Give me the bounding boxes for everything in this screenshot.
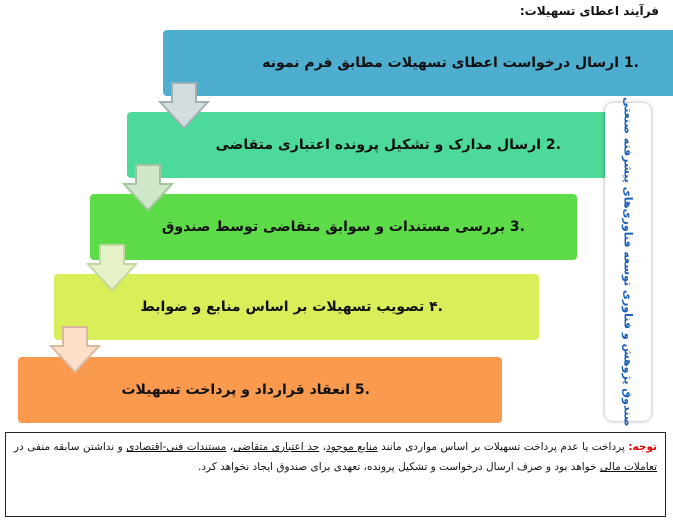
notice-underlined-term: حد اعتباری متقاضی	[233, 441, 320, 453]
notice-text-part: خواهد بود و صرف ارسال درخواست و تشکیل پرونده، تعهدی برای صندوق ایجاد نخواهد کرد.	[197, 461, 600, 473]
step-4-label: .۴ تصویب تسهیلات بر اساس منابع و ضوابط	[140, 299, 443, 315]
step-1-box	[163, 30, 673, 96]
fund-name-text: صندوق پژوهش و فناوری توسعه فناوری‌های پیشرفته صنعتی	[621, 97, 635, 427]
step-5-label: .5 انعقاد قرارداد و پرداخت تسهیلات	[121, 382, 370, 398]
step-3-label: .3 بررسی مستندات و سوابق متقاضی توسط صندوق	[161, 219, 525, 235]
arrow-down-icon	[86, 244, 138, 292]
notice-text-part: ،	[319, 441, 327, 453]
notice-underlined-term: تعاملات مالی	[599, 461, 657, 473]
step-1-label: .1 ارسال درخواست اعطای تسهیلات مطابق فرم نمونه	[262, 55, 639, 71]
notice-box	[5, 432, 666, 517]
notice-underlined-term: مستندات فنی-اقتصادی	[126, 441, 227, 453]
notice-underlined-term: منابع موجود	[326, 441, 378, 453]
arrow-down-icon	[49, 326, 101, 374]
arrow-down-icon	[158, 82, 210, 130]
page-title: فرآیند اعطای تسهیلات:	[519, 4, 659, 18]
step-2-label: .2 ارسال مدارک و تشکیل پرونده اعتباری متقاضی	[215, 137, 561, 153]
notice-text-part: و نداشتن سابقه منفی در	[14, 441, 127, 453]
fund-name-sidebar	[605, 97, 651, 427]
notice-text-part: پرداخت یا عدم پرداخت تسهیلات بر اساس مواردی مانند	[377, 441, 629, 453]
notice-text-part: ،	[226, 441, 234, 453]
arrow-down-icon	[122, 164, 174, 212]
notice-label: توجه:	[628, 441, 658, 453]
